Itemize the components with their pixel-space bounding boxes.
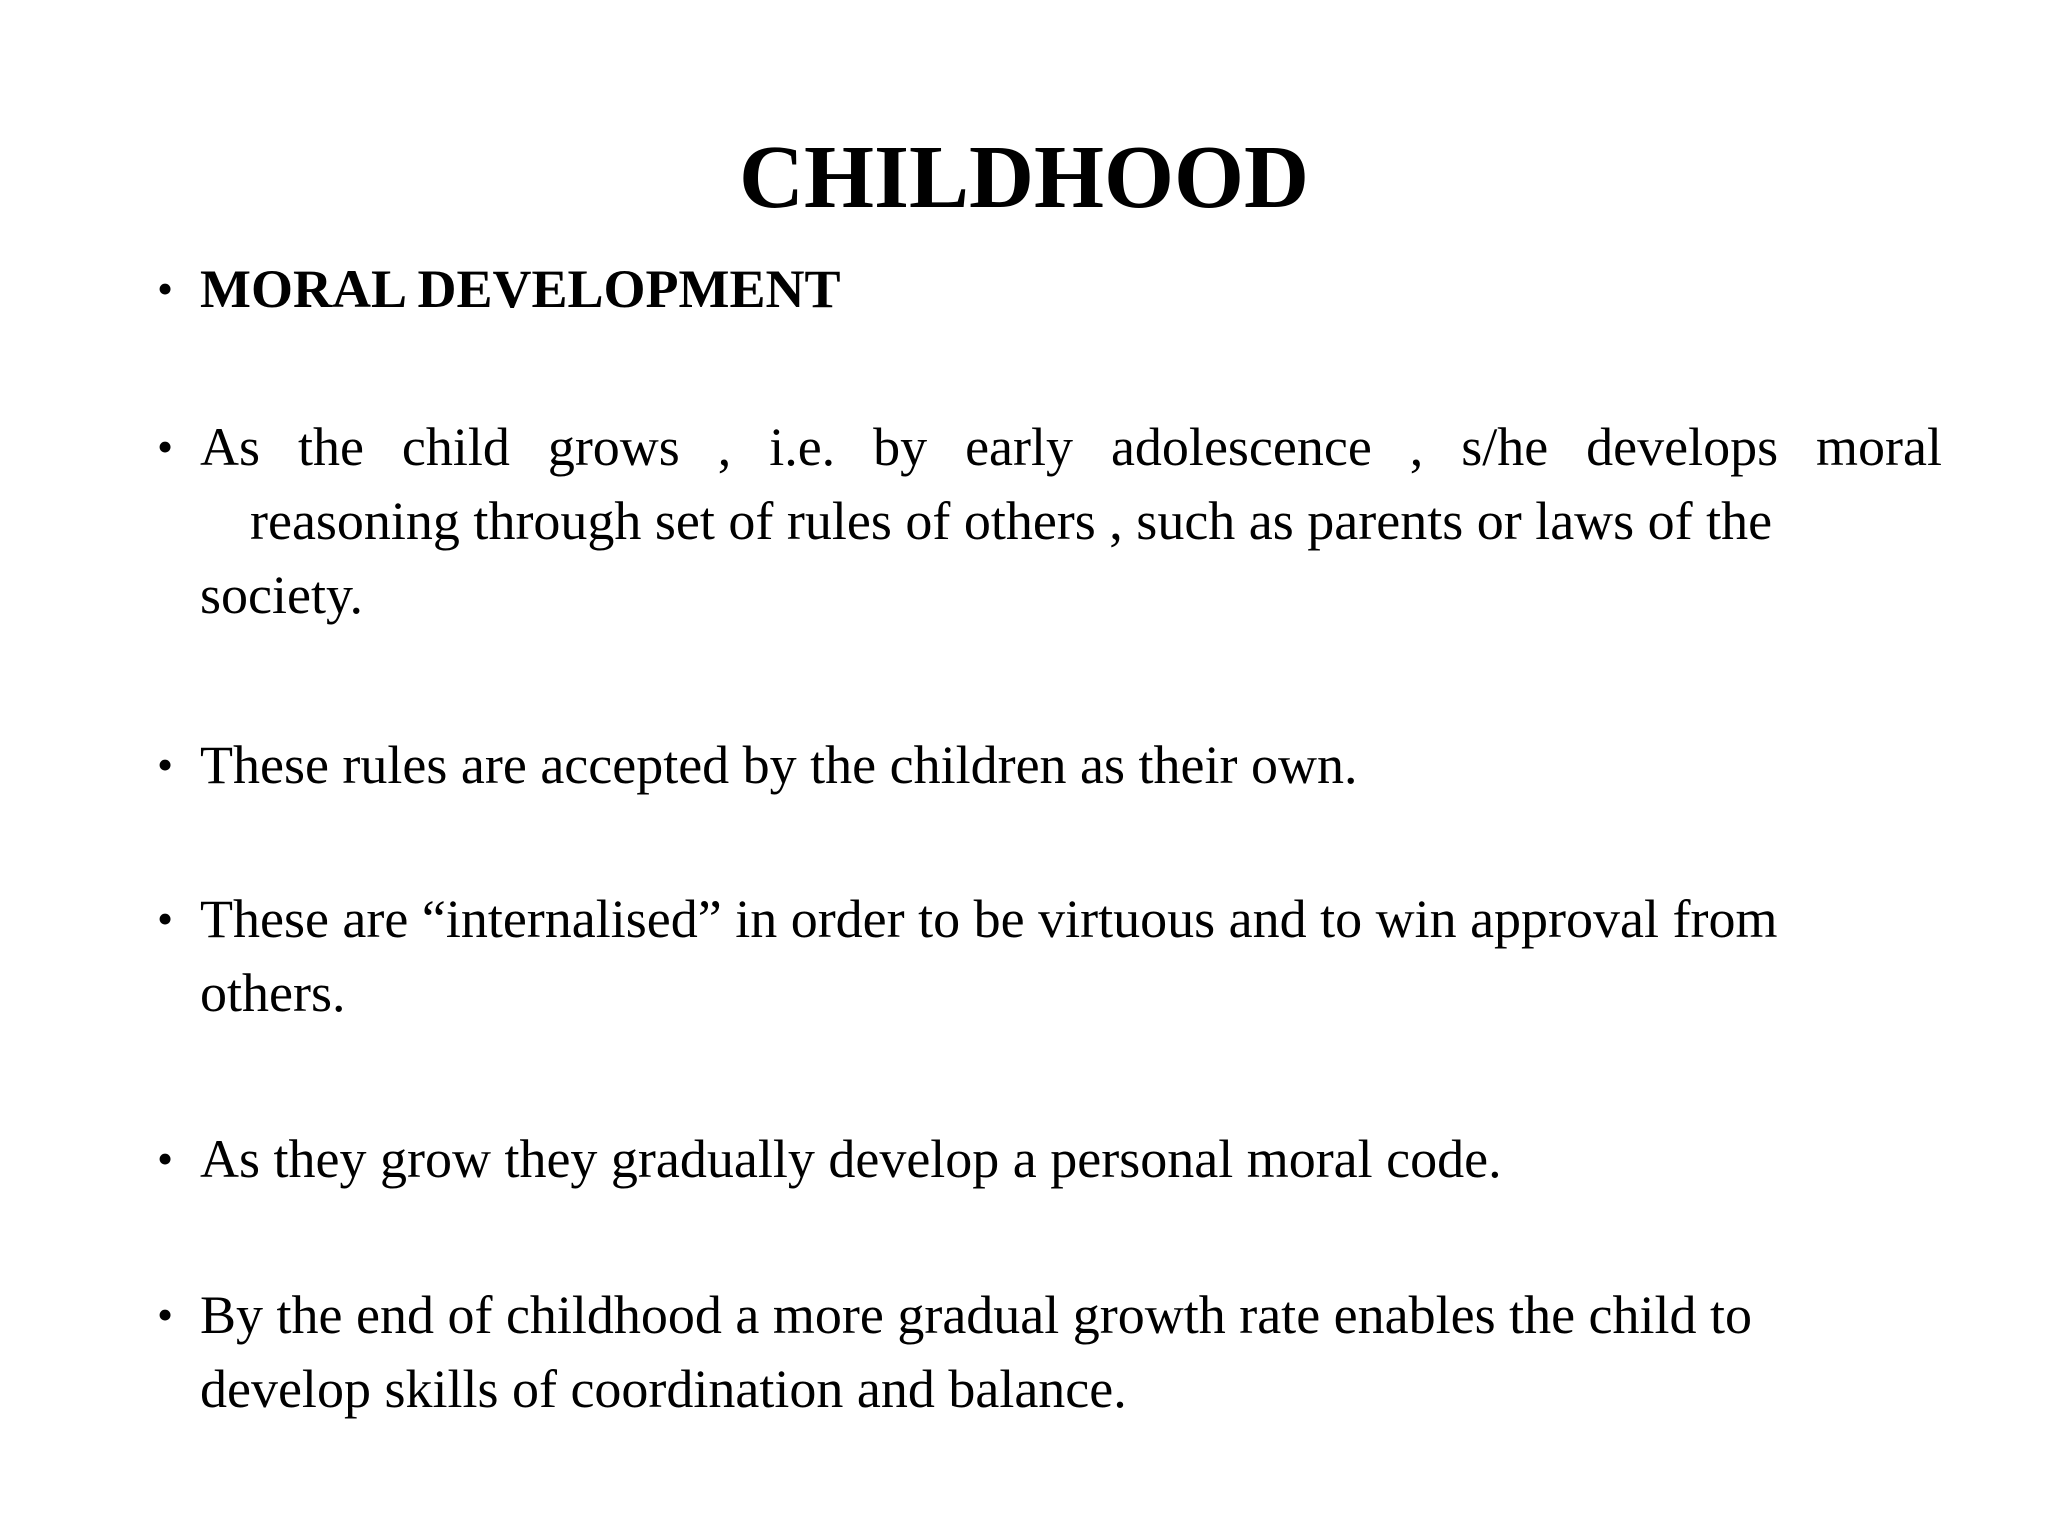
bullet-icon: • (156, 263, 174, 314)
bullet-line: develop skills of coordination and balance. (200, 1359, 1127, 1419)
bullet-text (200, 882, 1950, 1030)
bullet-icon: • (156, 739, 174, 790)
bullet-line: MORAL DEVELOPMENT (200, 259, 841, 319)
bullet-text (200, 1122, 1950, 1196)
bullet-icon: • (156, 1289, 174, 1340)
bullet-text (200, 728, 1950, 802)
bullet-heading (200, 252, 1950, 326)
bullet-text (200, 1278, 1950, 1426)
bullet-line: These are “internalised” in order to be virtuous and to win approval from (200, 889, 1778, 949)
bullet-line: These rules are accepted by the children as their own. (200, 735, 1358, 795)
bullet-line: society. (200, 565, 363, 625)
bullet-line: As the child grows , i.e. by early adolescence , s/he develops moral (200, 417, 1942, 477)
bullet-line: others. (200, 963, 346, 1023)
bullet-text (200, 410, 1950, 632)
bullet-icon: • (156, 1133, 174, 1184)
bullet-line: By the end of childhood a more gradual growth rate enables the child to (200, 1285, 1753, 1345)
bullet-icon: • (156, 893, 174, 944)
bullet-icon: • (156, 421, 174, 472)
bullet-line: reasoning through set of rules of others , such as parents or laws of the (250, 491, 1773, 551)
bullet-line: As they grow they gradually develop a personal moral code. (200, 1129, 1502, 1189)
slide-title: CHILDHOOD (738, 128, 1310, 227)
